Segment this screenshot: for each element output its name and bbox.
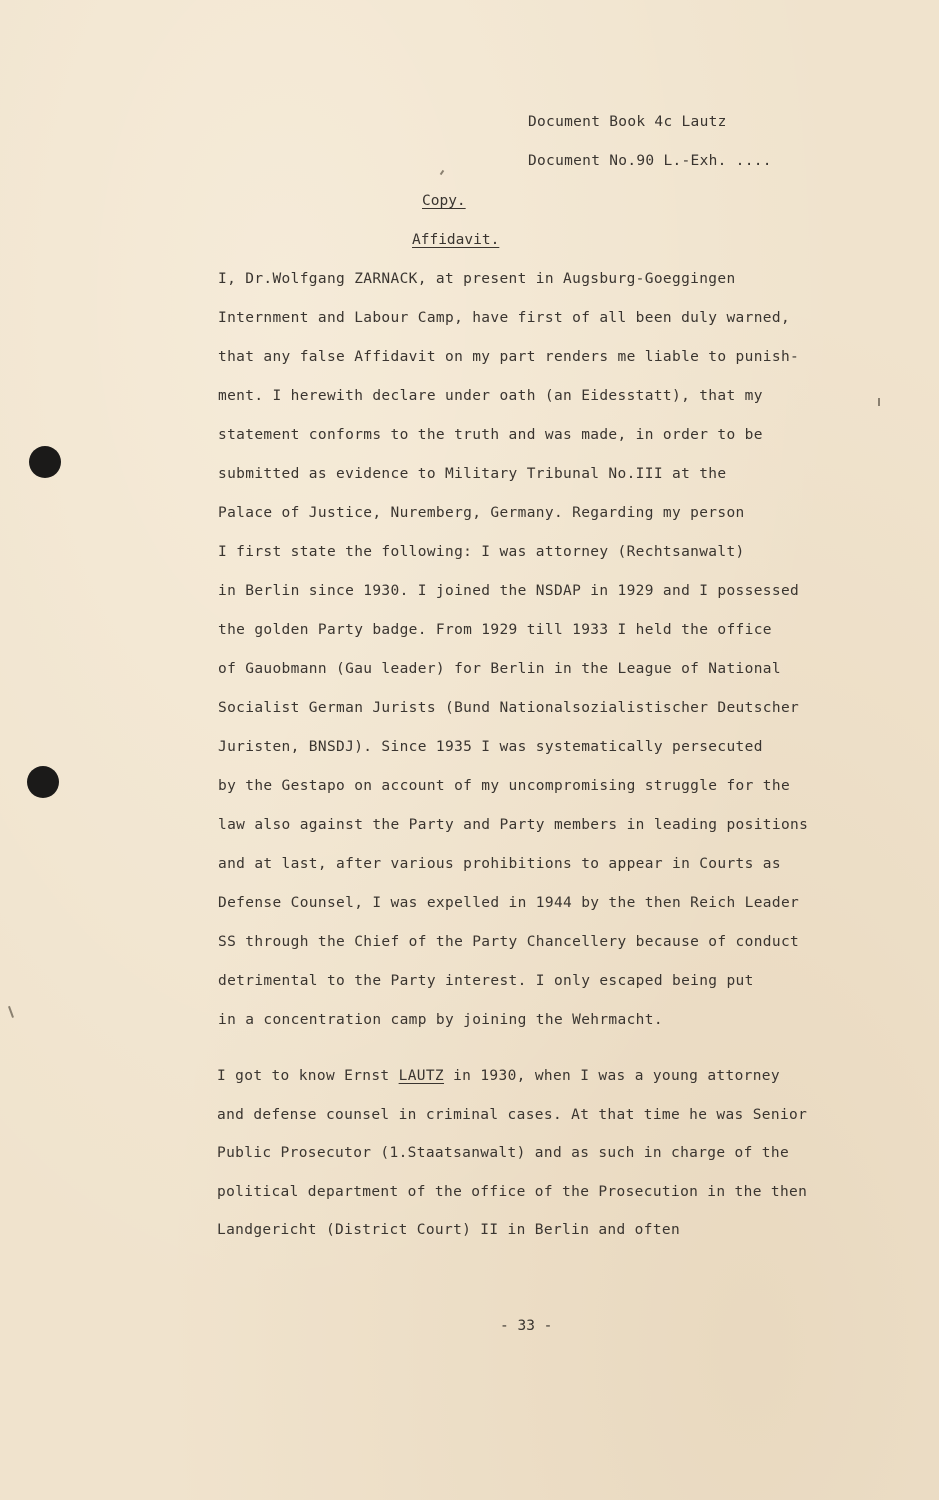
text-line: statement conforms to the truth and was made, in order to be <box>218 427 763 443</box>
punch-hole <box>27 766 59 798</box>
paragraph-personal-statement <box>218 269 868 1049</box>
text-line: detrimental to the Party interest. I only escaped being put <box>218 973 754 989</box>
document-book-reference: Document Book 4c Lautz <box>528 114 727 130</box>
text-line: by the Gestapo on account of my uncompromising struggle for the <box>218 778 791 794</box>
text-line: Socialist German Jurists (Bund Nationalsozialistischer Deutscher <box>218 700 800 716</box>
page-number: - 33 - <box>500 1318 553 1334</box>
text-line: law also against the Party and Party members in leading positions <box>218 817 809 833</box>
document-number: Document No.90 L.-Exh. .... <box>528 153 772 169</box>
text-line: and defense counsel in criminal cases. At that time he was Senior <box>217 1106 808 1123</box>
text-line <box>217 1066 867 1105</box>
text-line: I first state the following: I was attorney (Rechtsanwalt) <box>218 544 745 560</box>
text-line: political department of the office of the Prosecution in the then <box>217 1183 808 1200</box>
text-segment: I got to know Ernst <box>217 1068 399 1084</box>
text-line: Juristen, BNSDJ). Since 1935 I was systematically persecuted <box>218 739 763 755</box>
text-line: submitted as evidence to Military Tribunal No.III at the <box>218 466 727 482</box>
text-line: Public Prosecutor (1.Staatsanwalt) and as such in charge of the <box>217 1145 790 1161</box>
paragraph-acquaintance <box>217 1066 867 1259</box>
text-line: ment. I herewith declare under oath (an Eidesstatt), that my <box>218 388 763 404</box>
pen-mark <box>878 398 880 406</box>
copy-heading: Copy. <box>422 193 466 209</box>
text-line: Internment and Labour Camp, have first of all been duly warned, <box>218 310 791 326</box>
text-line: Palace of Justice, Nuremberg, Germany. Regarding my person <box>218 505 745 521</box>
affidavit-heading: Affidavit. <box>412 232 500 248</box>
pen-mark <box>8 1006 14 1018</box>
text-line: and at last, after various prohibitions to appear in Courts as <box>218 856 781 872</box>
text-line: in a concentration camp by joining the Wehrmacht. <box>218 1012 663 1028</box>
text-line: I, Dr.Wolfgang ZARNACK, at present in Augsburg-Goeggingen <box>218 271 736 287</box>
text-line: SS through the Chief of the Party Chancellery because of conduct <box>218 934 800 950</box>
text-line: Defense Counsel, I was expelled in 1944 by the then Reich Leader <box>218 895 800 911</box>
pen-mark <box>440 170 445 175</box>
text-line: the golden Party badge. From 1929 till 1933 I held the office <box>218 622 772 638</box>
text-line: in Berlin since 1930. I joined the NSDAP in 1929 and I possessed <box>218 583 800 599</box>
text-line: of Gauobmann (Gau leader) for Berlin in the League of National <box>218 661 781 677</box>
person-name-lautz: LAUTZ <box>398 1068 445 1084</box>
text-line: Landgericht (District Court) II in Berlin and often <box>217 1222 681 1238</box>
text-line: that any false Affidavit on my part renders me liable to punish- <box>218 349 800 365</box>
punch-hole <box>29 446 61 478</box>
text-segment: in 1930, when I was a young attorney <box>444 1068 780 1084</box>
